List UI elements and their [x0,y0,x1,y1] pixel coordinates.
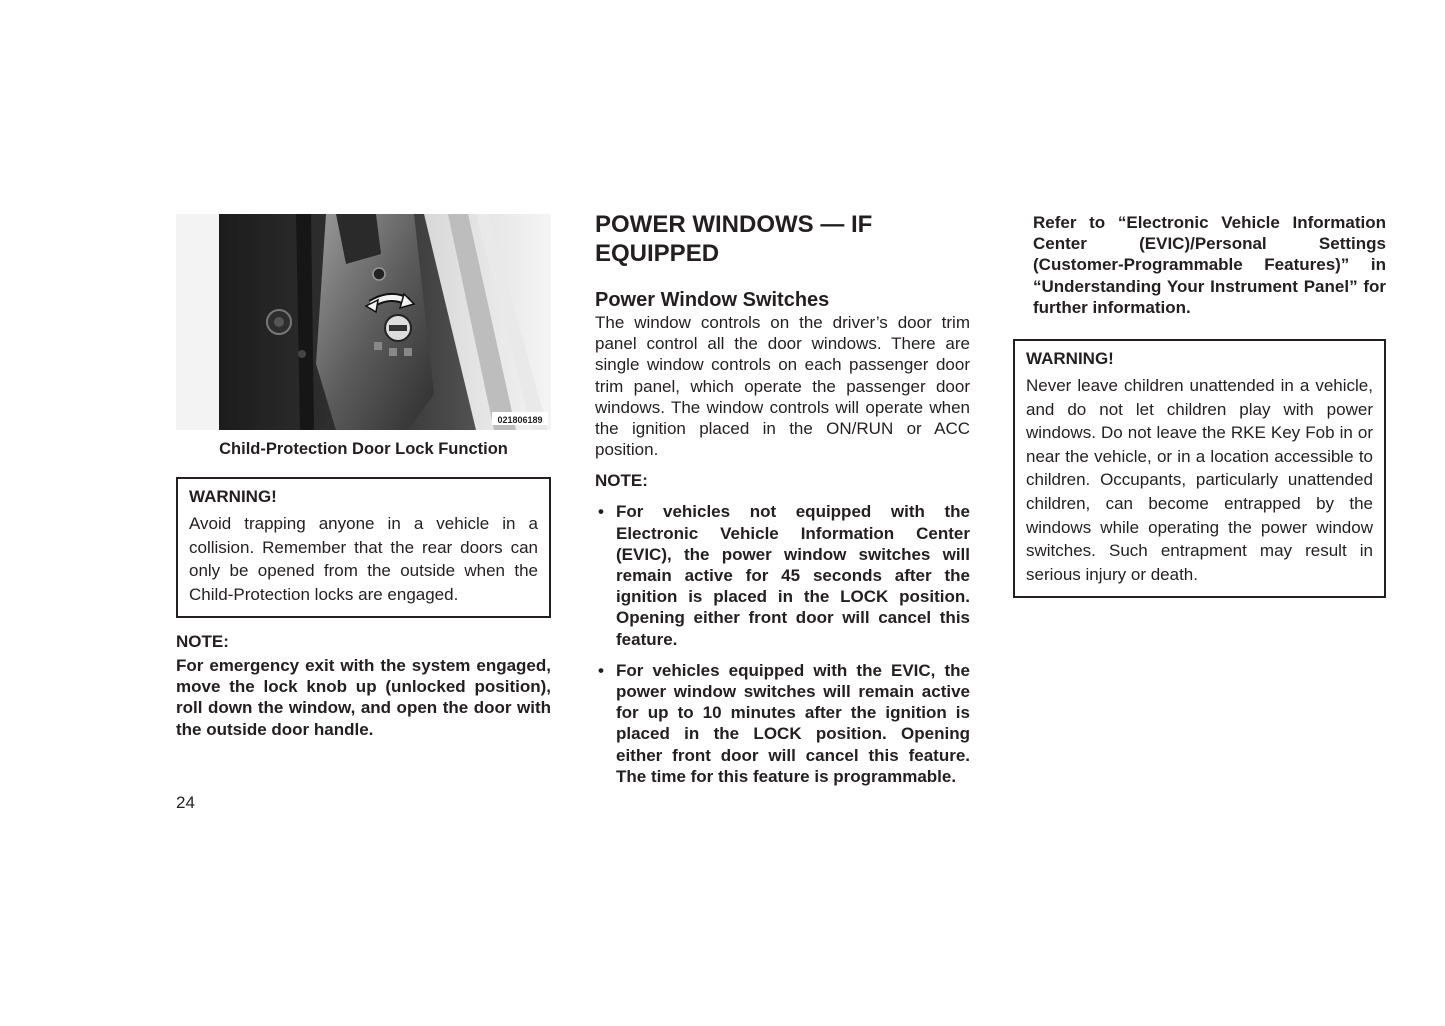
bullet-text: For vehicles not equipped with the Electronic Vehicle Information Center (EVIC), the power window switches will remain active for 45 seconds after the ignition is placed in the LOCK position. Opening either front door will cancel this feature. [616,502,970,649]
warning-text: Never leave children unattended in a vehicle, and do not let children play with power windows. Do not leave the RKE Key Fob in or near the vehicle, or in a location accessible to children. Occupants, particularly unattended children, can become entrapped by the windows while operating the power window switches. Such entrapment may result in serious injury or death. [1026,376,1373,584]
warning-title: WARNING! [189,487,277,506]
figure-code: 021806189 [497,415,543,425]
note-label: NOTE: [595,471,648,491]
warning-text: Avoid trapping anyone in a vehicle in a collision. Remember that the rear doors can only be opened from the outside when the Child-Protection locks are engaged. [189,514,538,604]
warning-box [176,477,551,618]
list-item [595,501,970,649]
note-text: For emergency exit with the system engaged, move the lock knob up (unlocked position), roll down the window, and open the door with the outside door handle. [176,656,551,739]
door-lock-photo [176,214,551,430]
warning-title: WARNING! [1026,349,1114,369]
body-paragraph: The window controls on the driver’s door trim panel control all the door windows. There are single window controls on each passenger door trim panel, which operate the passenger door windows. The window controls will operate when the ignition placed in the ON/RUN or ACC position. [595,313,970,460]
section-title: POWER WINDOWS — IF EQUIPPED [595,211,873,267]
note-label: NOTE: [176,632,229,651]
right-column [1013,212,1386,598]
middle-column [595,210,970,787]
bullet-text: For vehicles equipped with the EVIC, the power window switches will remain active for up to 10 minutes after the ignition is placed in the LOCK position. Opening either front door will cancel this feature. The time for this feature is programmable. [616,660,970,786]
figure-caption: Child-Protection Door Lock Function [219,440,508,458]
list-item [595,660,970,787]
note-bullet-list [595,501,970,787]
left-column [176,214,551,740]
page-number: 24 [176,793,195,812]
bullet-icon: • [598,660,604,680]
warning-box [1013,339,1386,598]
subsection-title: Power Window Switches [595,289,830,311]
bullet-icon: • [598,502,604,522]
refer-paragraph: Refer to “Electronic Vehicle Information Center (EVIC)/Personal Settings (Customer-Programmable Features)” in “Understanding Your Instrument Panel” for further information. [1033,213,1386,317]
child-lock-illustration [176,214,551,430]
